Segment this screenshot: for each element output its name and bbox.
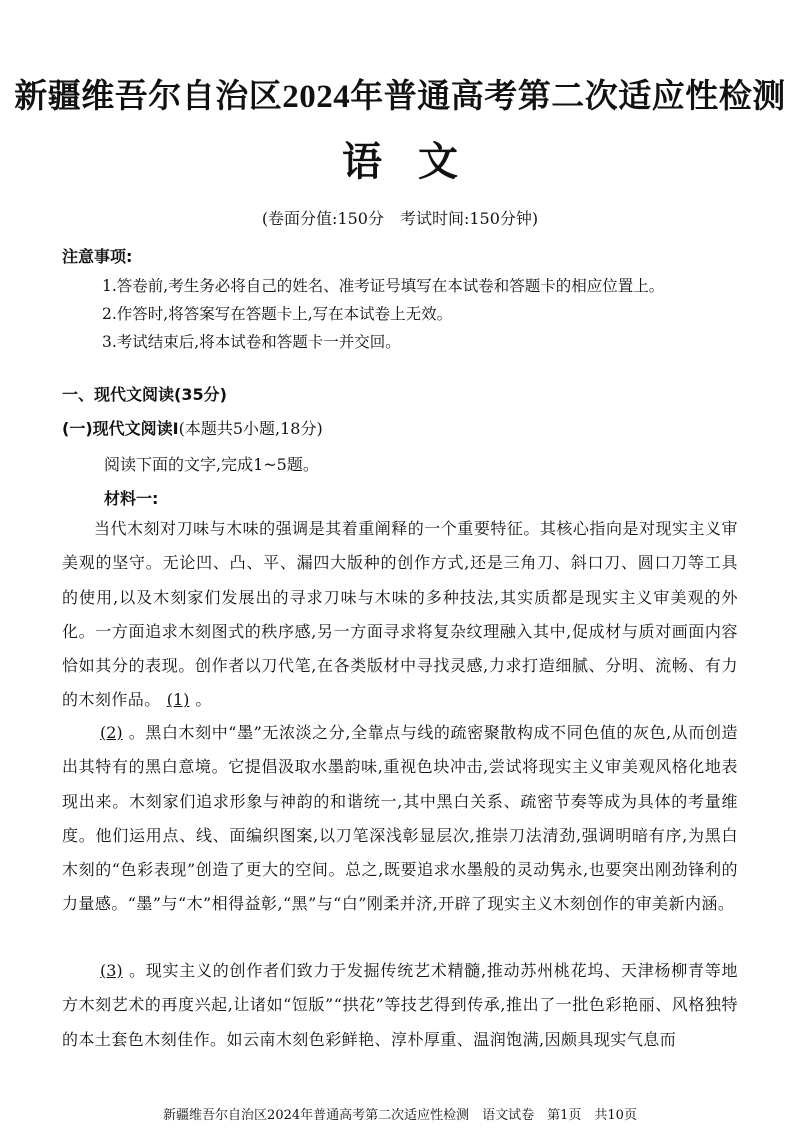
- exam-meta: (卷面分值:150分 考试时间:150分钟): [261, 209, 539, 228]
- notice-heading: 注意事项:: [62, 247, 133, 266]
- blank-3: (3): [100, 961, 123, 980]
- passage-paragraph-2: [62, 716, 738, 922]
- section-heading: 一、现代文阅读(35分): [62, 385, 227, 404]
- paragraph-1-end: 。: [195, 690, 212, 710]
- reading-instruction: 阅读下面的文字,完成1~5题。: [104, 455, 319, 474]
- notice-item-3: 3.考试结束后,将本试卷和答题卡一并交回。: [102, 333, 401, 351]
- material-label: 材料一:: [104, 489, 159, 508]
- paragraph-3-text: 。现实主义的创作者们致力于发掘传统艺术精髓,推动苏州桃花坞、天津杨柳青等地方木刻艺术的再度兴起,让诸如“饾版”“拱花”等技艺得到传承,推出了一批色彩艳丽、风格独特的本土套色木刻佳作。如云南木刻色彩鲜艳、淳朴厚重、温润饱满,因颇具现实气息而: [62, 961, 738, 1049]
- notice-item-2: 2.作答时,将答案写在答题卡上,写在本试卷上无效。: [102, 305, 453, 323]
- passage-paragraph-1: [62, 512, 738, 718]
- exam-title: 新疆维吾尔自治区2024年普通高考第二次适应性检测: [14, 79, 786, 115]
- paragraph-2-text: 。黑白木刻中“墨”无浓淡之分,全靠点与线的疏密聚散构成不同色值的灰色,从而创造出其特有的黑白意境。它提倡汲取水墨韵味,重视色块冲击,尝试将现实主义审美观风格化地表现出来。木刻家们追求形象与神韵的和谐统一,其中黑白关系、疏密节奏等成为具体的考量维度。他们运用点、线、面编织图案,以刀笔深浅彰显层次,推崇刀法清劲,强调明暗有序,为黑白木刻的“色彩表现”创造了更大的空间。总之,既要追求水墨般的灵动隽永,也要突出刚劲锋利的力量感。“墨”与“木”相得益彰,“黑”与“白”刚柔并济,开辟了现实主义木刻创作的审美新内涵。: [62, 723, 738, 914]
- passage-paragraph-3: [62, 954, 738, 1057]
- page-footer: 新疆维吾尔自治区2024年普通高考第二次适应性检测 语文试卷 第1页 共10页: [163, 1108, 637, 1123]
- blank-2: (2): [100, 723, 123, 742]
- paragraph-1-text: 当代木刻对刀味与木味的强调是其着重阐释的一个重要特征。其核心指向是对现实主义审美观的坚守。无论凹、凸、平、漏四大版种的创作方式,还是三角刀、斜口刀、圆口刀等工具的使用,以及木刻家们发展出的寻求刀味与木味的多种技法,其实质都是现实主义审美观的外化。一方面追求木刻图式的秩序感,另一方面寻求将复杂纹理融入其中,促成材与质对画面内容恰如其分的表现。创作者以刀代笔,在各类版材中寻找灵感,力求打造细腻、分明、流畅、有力的木刻作品。: [62, 519, 738, 710]
- subsection-heading: [62, 416, 323, 439]
- notice-item-1: 1.答卷前,考生务必将自己的姓名、准考证号填写在本试卷和答题卡的相应位置上。: [102, 277, 665, 295]
- subject-title: 语文: [342, 139, 494, 185]
- subsection-note: (本题共5小题,18分): [178, 419, 323, 438]
- subsection-label: (一)现代文阅读Ⅰ: [62, 419, 179, 438]
- blank-1: (1): [166, 690, 190, 710]
